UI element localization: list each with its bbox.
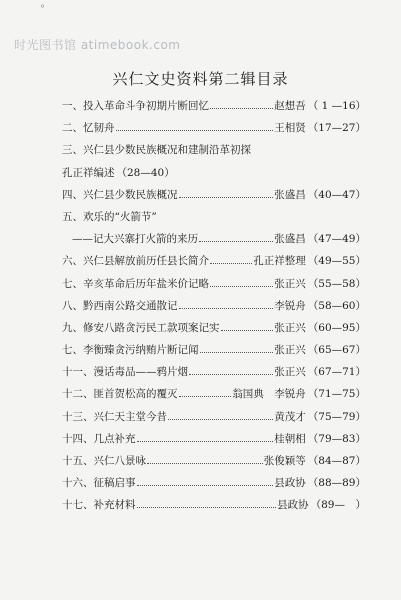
toc-entry <box>62 187 366 209</box>
dot-leader <box>116 124 274 131</box>
entry-title: 征稿启事 <box>93 477 136 490</box>
entry-pages: （49—55） <box>307 255 366 268</box>
dot-leader <box>200 346 274 353</box>
entry-title: 黔西南公路交通散记 <box>83 299 178 312</box>
entry-title: 记大兴寨打火箭的来历 <box>93 233 198 246</box>
toc-entry <box>62 320 366 342</box>
entry-title: 兴仁天主堂今昔 <box>93 410 167 423</box>
entry-number: 三、 <box>62 144 83 157</box>
page-title: 兴仁文史资料第二辑目录 <box>112 70 289 88</box>
dot-leader <box>199 235 273 242</box>
entry-author: 张正兴 <box>274 366 306 379</box>
entry-author: 李锐舟 <box>274 299 306 312</box>
entry-title: 忆韧舟 <box>83 122 115 135</box>
entry-number: 八、 <box>62 299 83 312</box>
entry-author: 张盛昌 <box>274 233 306 246</box>
toc-entry <box>62 253 366 275</box>
entry-number: 五、 <box>62 210 83 223</box>
dot-leader <box>137 501 277 508</box>
entry-number: 七、 <box>62 344 83 357</box>
toc-entry <box>62 364 366 386</box>
toc-entry <box>62 231 366 253</box>
entry-pages: （89— ） <box>310 499 366 512</box>
entry-pages: （71—75） <box>307 388 366 401</box>
entry-author: 县政协 <box>274 477 306 490</box>
entry-pages: （17—27） <box>307 122 366 135</box>
entry-number: —— <box>72 233 93 246</box>
dot-leader <box>210 279 273 286</box>
toc-entry <box>62 497 366 519</box>
entry-title: 几点补充 <box>93 432 136 445</box>
dot-leader <box>137 435 274 442</box>
entry-number: 七、 <box>62 277 83 290</box>
toc-entry <box>62 475 366 497</box>
toc-entry <box>62 276 366 298</box>
entry-pages: （65—67） <box>307 344 366 357</box>
entry-pages: （79—83） <box>307 432 366 445</box>
entry-author: 张正兴 <box>274 277 306 290</box>
toc-entry <box>62 409 366 431</box>
toc-entry <box>62 342 366 364</box>
corner-mark: ° <box>40 4 45 15</box>
toc-entry <box>62 386 366 408</box>
entry-title: 欢乐的“火箭节” <box>83 210 157 223</box>
toc-entry <box>62 209 366 231</box>
entry-pages: （67—71） <box>307 366 366 379</box>
entry-pages: （84—87） <box>307 455 366 467</box>
entry-number: 四、 <box>62 188 83 201</box>
entry-title: 辛亥革命后历年盐米价记略 <box>83 277 209 290</box>
entry-author: 张正兴 <box>274 344 306 357</box>
entry-title: 兴仁八景咏 <box>93 455 146 467</box>
entry-author: 翁国典 李锐舟 <box>232 388 306 401</box>
dot-leader <box>221 324 274 331</box>
entry-author: 张盛昌 <box>274 188 306 201</box>
dot-leader <box>147 457 263 464</box>
entry-title: 投入革命斗争初期片断回忆 <box>83 100 209 112</box>
entry-pages: （ 1 —16） <box>307 100 366 112</box>
toc-entry <box>62 453 366 475</box>
entry-author: 张俊颖等 <box>263 455 306 467</box>
entry-number: 十七、 <box>62 499 94 512</box>
entry-number: 十二、 <box>62 388 94 401</box>
entry-title: 补充材料 <box>93 499 136 512</box>
dot-leader <box>168 412 273 419</box>
toc-entry <box>62 120 366 142</box>
dot-leader <box>210 102 273 109</box>
entry-title: 漫话毒品——鸦片烟 <box>93 366 188 379</box>
entry-title: 兴仁县解放前历任县长简介 <box>83 255 209 268</box>
watermark: 时光图书馆 atimebook.com <box>14 38 181 52</box>
dot-leader <box>179 390 232 397</box>
entry-pages: （55—58） <box>307 277 366 290</box>
entry-number: 十四、 <box>62 432 94 445</box>
entry-number: 十一、 <box>62 366 94 379</box>
entry-author: 王相贤 <box>274 122 306 135</box>
dot-leader <box>179 301 274 308</box>
entry-title: 匪首贺松高的覆灭 <box>93 388 178 401</box>
dot-leader <box>189 368 273 375</box>
entry-title: 李衡臻贪污纳贿片断记闻 <box>83 344 199 357</box>
entry-author: 县政协 <box>277 499 309 512</box>
entry-number: 二、 <box>62 122 83 135</box>
toc-entry <box>62 165 366 187</box>
entry-number: 九、 <box>62 321 83 334</box>
entry-title: 修安八路贪污民工款项案记实 <box>83 321 220 334</box>
entry-author: 孔正祥编述 <box>62 166 115 179</box>
entry-number: 十五、 <box>62 455 94 467</box>
dot-leader <box>179 190 274 197</box>
table-of-contents <box>62 98 366 520</box>
dot-leader <box>137 479 274 486</box>
entry-author: 黄茂才 <box>274 410 306 423</box>
dot-leader <box>210 257 252 264</box>
entry-pages: （47—49） <box>307 233 366 246</box>
toc-entry <box>62 431 366 453</box>
toc-entry <box>62 142 366 164</box>
entry-author: 张正兴 <box>274 321 306 334</box>
entry-pages: （28—40） <box>116 166 175 179</box>
entry-number: 十三、 <box>62 410 94 423</box>
toc-entry <box>62 298 366 320</box>
entry-author: 孔正祥整理 <box>253 255 306 268</box>
entry-author: 赵想吾 <box>274 100 306 112</box>
entry-title: 兴仁县少数民族概况 <box>83 188 178 201</box>
entry-pages: （58—60） <box>307 299 366 312</box>
entry-number: 六、 <box>62 255 83 268</box>
entry-number: 十六、 <box>62 477 94 490</box>
entry-number: 一、 <box>62 100 83 112</box>
entry-pages: （88—89） <box>307 477 366 490</box>
entry-pages: （60—95） <box>307 321 366 334</box>
entry-title: 兴仁县少数民族概况和建制沿革初探 <box>83 144 251 157</box>
toc-entry <box>62 98 366 120</box>
entry-author: 桂朝相 <box>274 432 306 445</box>
entry-pages: （40—47） <box>307 188 366 201</box>
entry-pages: （75—79） <box>307 410 366 423</box>
